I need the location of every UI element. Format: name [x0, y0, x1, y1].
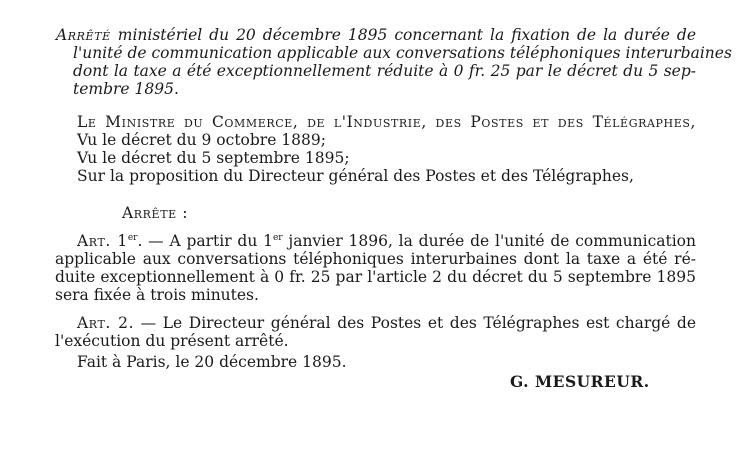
- header-line-2: l'unité de communication applicable aux conversations téléphoniques interurbaines: [73, 44, 732, 62]
- preamble-minister-line: Le Ministre du Commerce, de l'Industrie, des Postes et des Télégraphes,: [77, 113, 696, 131]
- preamble-proposal: Sur la proposition du Directeur général des Postes et des Télégraphes,: [77, 167, 634, 185]
- article-1-date-sup: er: [272, 233, 283, 243]
- header-line-1: [56, 26, 696, 44]
- arrete-label: Arrête :: [122, 204, 189, 222]
- signature: G. MESUREUR.: [510, 372, 650, 391]
- article-1-label-sup: er: [127, 233, 138, 243]
- article-1-text-a: . — A partir du 1: [137, 232, 273, 250]
- article-1-label: Art. 1: [77, 232, 128, 250]
- article-1-line-4: sera fixée à trois minutes.: [55, 286, 259, 304]
- article-2-text: — Le Directeur général des Postes et des Télégraphes est chargé de: [134, 314, 696, 332]
- article-1-text-b: janvier 1896, la durée de l'unité de communication: [282, 232, 696, 250]
- article-1-line-3: duite exceptionnellement à 0 fr. 25 par l'article 2 du décret du 5 septembre 1895: [55, 268, 696, 286]
- header-line-1-text: ministériel du 20 décembre 1895 concernant la fixation de la durée de: [110, 26, 696, 44]
- preamble-visa-2: Vu le décret du 5 septembre 1895;: [77, 149, 350, 167]
- header-line-3: dont la taxe a été exceptionnellement réduite à 0 fr. 25 par le décret du 5 sep-: [73, 62, 696, 80]
- header-line-4: tembre 1895.: [73, 80, 179, 98]
- article-1-line-1: [77, 232, 696, 250]
- article-1-line-2: applicable aux conversations téléphoniques interurbaines dont la taxe a été ré-: [55, 250, 696, 268]
- preamble-visa-1: Vu le décret du 9 octobre 1889;: [77, 131, 326, 149]
- article-2-line-2: l'exécution du présent arrêté.: [55, 332, 289, 350]
- closing-place-date: Fait à Paris, le 20 décembre 1895.: [77, 353, 347, 371]
- article-2-line-1: [77, 314, 696, 332]
- header-lead: Arrêté: [56, 26, 111, 44]
- article-2-label: Art. 2.: [77, 314, 135, 332]
